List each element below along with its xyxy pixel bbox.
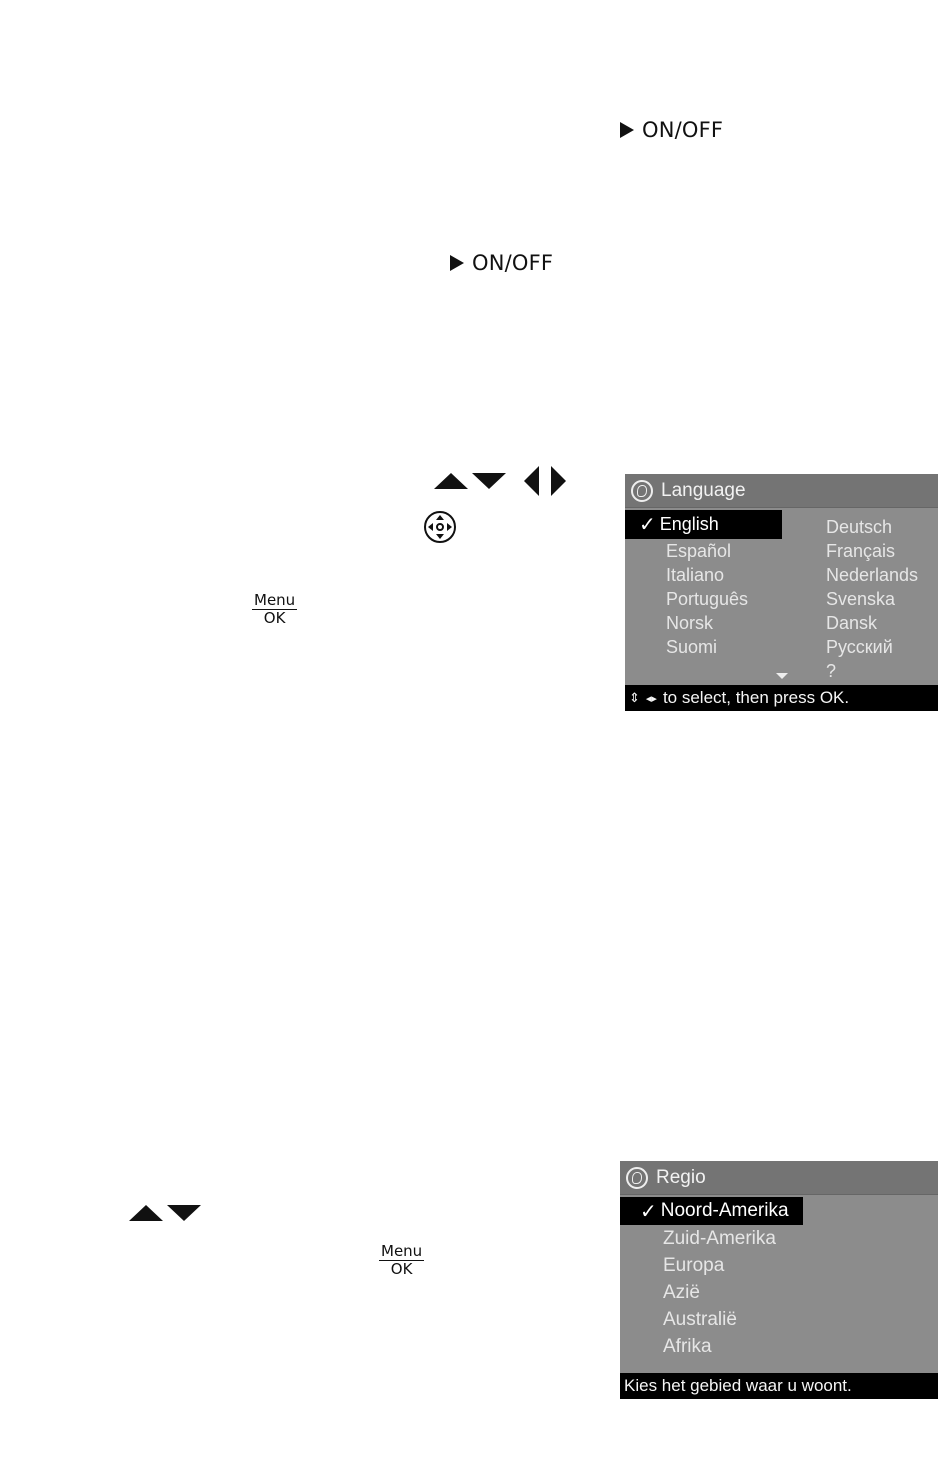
selected-region[interactable] bbox=[620, 1197, 803, 1225]
globe-icon bbox=[626, 1167, 648, 1189]
language-option[interactable]: Italiano bbox=[666, 565, 725, 585]
region-title-bar bbox=[620, 1161, 938, 1195]
arrow-keys-icon bbox=[434, 466, 566, 496]
onoff-label: ON/OFF bbox=[642, 118, 724, 142]
left-right-arrows-icon: ◂▸ bbox=[645, 692, 657, 705]
language-option[interactable]: Русский bbox=[826, 637, 893, 657]
menu-label: Menu bbox=[381, 1242, 423, 1260]
language-option[interactable]: Norsk bbox=[666, 613, 714, 633]
language-option[interactable]: Deutsch bbox=[826, 517, 893, 537]
onoff-label: ON/OFF bbox=[472, 251, 554, 275]
region-option[interactable]: Azië bbox=[663, 1282, 700, 1303]
menu-ok-button-icon bbox=[252, 592, 297, 627]
language-option[interactable]: Svenska bbox=[826, 589, 896, 609]
up-arrow-icon bbox=[434, 473, 468, 489]
controller-icon bbox=[423, 510, 457, 544]
up-arrow-icon bbox=[129, 1205, 163, 1221]
play-icon bbox=[450, 255, 464, 271]
up-down-arrows-icon: ⇕ bbox=[629, 690, 640, 705]
language-title: Language bbox=[661, 479, 746, 501]
language-option[interactable]: Dansk bbox=[826, 613, 878, 633]
region-title: Regio bbox=[656, 1166, 706, 1188]
region-option[interactable]: Zuid-Amerika bbox=[663, 1228, 776, 1249]
menu-ok-button-icon bbox=[379, 1243, 424, 1278]
ok-label: OK bbox=[390, 1260, 413, 1278]
selected-language-label: English bbox=[659, 514, 719, 534]
onoff-reference-2 bbox=[450, 251, 553, 275]
language-option[interactable]: Português bbox=[666, 589, 749, 609]
ok-label: OK bbox=[263, 609, 286, 627]
region-option[interactable]: Australië bbox=[663, 1309, 737, 1330]
language-footer-text: to select, then press OK. bbox=[662, 688, 850, 707]
language-option[interactable]: Nederlands bbox=[826, 565, 919, 585]
onoff-reference-1 bbox=[620, 118, 723, 142]
down-arrow-icon bbox=[472, 473, 506, 489]
region-screen bbox=[620, 1161, 938, 1399]
language-screen bbox=[625, 474, 938, 711]
play-icon bbox=[620, 122, 634, 138]
menu-label: Menu bbox=[254, 591, 296, 609]
language-footer bbox=[625, 685, 938, 711]
language-option[interactable]: ? bbox=[826, 661, 837, 681]
scroll-down-icon[interactable] bbox=[776, 673, 788, 679]
selected-language[interactable] bbox=[625, 510, 782, 539]
left-arrow-icon bbox=[524, 466, 539, 496]
language-title-bar bbox=[625, 474, 938, 508]
language-option[interactable]: Español bbox=[666, 541, 732, 561]
language-option[interactable]: Suomi bbox=[666, 637, 718, 657]
checkmark-icon: ✓ bbox=[639, 514, 656, 536]
language-option[interactable]: Français bbox=[826, 541, 896, 561]
region-option[interactable]: Afrika bbox=[663, 1336, 712, 1357]
arrow-keys-icon bbox=[129, 1205, 201, 1221]
region-footer bbox=[620, 1373, 938, 1399]
region-footer-text: Kies het gebied waar u woont. bbox=[624, 1376, 852, 1395]
selected-region-label: Noord-Amerika bbox=[660, 1200, 789, 1221]
down-arrow-icon bbox=[167, 1205, 201, 1221]
checkmark-icon: ✓ bbox=[640, 1200, 657, 1223]
right-arrow-icon bbox=[551, 466, 566, 496]
region-option[interactable]: Europa bbox=[663, 1255, 725, 1276]
globe-icon bbox=[631, 480, 653, 502]
